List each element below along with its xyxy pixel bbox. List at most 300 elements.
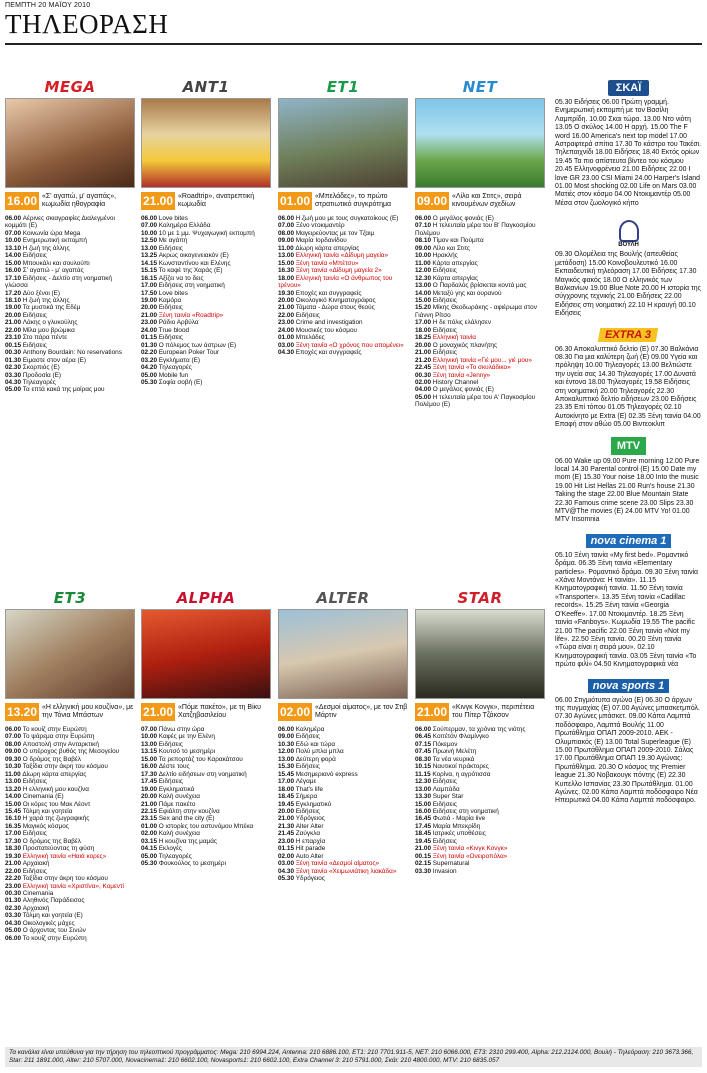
program-title: Ειδήσεις xyxy=(22,311,47,319)
program-title: Ο μοναχικός πλανήτης xyxy=(432,341,498,349)
featured-time: 21.00 xyxy=(417,705,448,719)
featured-description: «Σ' αγαπώ, μ' αγαπάς», κωμωδία ηθογραφία xyxy=(42,193,117,208)
program-time: 13.20 xyxy=(5,785,23,793)
program-time: 05.00 xyxy=(5,386,23,394)
program-title: Μεσημεριανό express xyxy=(295,770,358,778)
program-entry xyxy=(278,793,408,800)
program-title: Ο μεγάλος φονιάς (Ε) xyxy=(432,386,494,394)
program-title: Η ζωή της άλλης xyxy=(22,296,70,304)
program-time: 06.00 xyxy=(141,215,159,222)
program-entry xyxy=(5,386,135,393)
program-title: Εποχές και συγγραφείς xyxy=(295,349,362,357)
program-time: 05.00 xyxy=(141,371,159,379)
program-time: 15.30 xyxy=(278,763,296,771)
program-entry xyxy=(415,763,545,770)
program-title: Ειδήσεις xyxy=(22,341,47,349)
program-title: Ξένη ταινία «Το σκυλάδικο» xyxy=(432,364,511,372)
program-time: 13.00 xyxy=(141,740,159,748)
program-entry xyxy=(5,290,135,297)
program-time: 22.45 xyxy=(415,364,433,372)
program-entry xyxy=(5,230,135,237)
program-entry xyxy=(141,364,271,371)
program-entry xyxy=(5,245,135,252)
program-time: 17.45 xyxy=(141,778,159,786)
program-entry xyxy=(415,394,545,409)
program-title: Καλημέρα xyxy=(295,726,325,733)
program-entry xyxy=(141,334,271,341)
program-photo xyxy=(5,98,135,188)
schedule-skai: 05.30 Ειδήσεις 06.00 Πρώτη γραμμή. Ενημερωτική εκπομπή με τον Βασίλη Λαμπρίδη. 10.00 Σκαι τώρα. 13.00 Ντο νιότη 13.05 Ο σκύλος 14.00 Η αρχή. 15.00 The F word 16.00 America's next top model 17.00 Αστραφτερά σπίτια 17.30 Το κάστρο του Τακέσι. Τηλεπαιχνίδι 18.00 Ειδήσεις 18.40 Εκτός ορίων 19.45 Τα πιο απίστευτα βίντεο του κόσμου 20.45 Ελληνοφρένεια 21.00 Ειδήσεις 22.00 I love GR 23.00 CSI Miami 24.00 Harper's Island 01.00 Most shocking 02.00 Life on Mars 03.00 Ματιές στον κόσμο 04.00 Ντοκιμαντέρ 05.00 Μέσα στον ζωολογικό κήπο xyxy=(555,99,702,207)
program-title: Λαμπάδα xyxy=(432,785,460,793)
program-title: Ηρακλής xyxy=(432,252,458,260)
program-title: Τηλεαγορές xyxy=(22,378,56,386)
channel-logo: ET1 xyxy=(326,78,360,96)
program-time: 17.10 xyxy=(5,274,23,282)
program-entry xyxy=(141,778,271,785)
program-time: 15.00 xyxy=(415,296,433,304)
channel-column-alter xyxy=(278,583,408,1028)
program-title: Τηλεαγορές xyxy=(158,852,192,860)
program-title: Ο πόλεμος των άστρων (Ε) xyxy=(158,341,237,349)
program-entry xyxy=(415,334,545,341)
program-entry xyxy=(141,830,271,837)
program-title: Μαρία Ιορδανίδου xyxy=(295,237,347,245)
program-entry xyxy=(141,845,271,852)
program-time: 09.00 xyxy=(5,748,23,756)
program-entry xyxy=(415,778,545,785)
program-title: Ειδήσεις - Δελτίο στη νοηματική γλώσσα xyxy=(5,274,112,290)
program-entry xyxy=(5,319,135,326)
program-time: 19.00 xyxy=(141,296,159,304)
program-time: 21.45 xyxy=(278,830,296,838)
side-column xyxy=(555,72,702,1027)
featured-description: «Πόμε πακέτο», με τη Βίκυ Χατζηβασιλείου xyxy=(178,704,261,719)
program-title: Ειδήσεις xyxy=(295,733,320,741)
program-time: 05.00 xyxy=(5,927,23,935)
issue-date: ΠΕΜΠΤΗ 20 ΜΑΪΟΥ 2010 xyxy=(5,2,91,9)
program-time: 14.00 xyxy=(5,793,23,801)
program-entry xyxy=(141,297,271,304)
program-time: 12.30 xyxy=(415,778,433,786)
program-title: Δύο ξένοι (Ε) xyxy=(22,289,61,297)
program-time: 11.00 xyxy=(278,244,296,252)
parliament-logo-label: ΒΟΥΛΗ xyxy=(618,242,639,249)
program-time: 02.00 xyxy=(415,378,433,386)
program-title: Το ψάρεμα στην Ευρώπη xyxy=(22,733,95,741)
program-time: 21.00 xyxy=(278,304,296,312)
program-entry xyxy=(415,372,545,379)
program-time: 03.00 xyxy=(278,860,296,868)
program-title: Ειμαστε στον αέρα (Ε) xyxy=(22,356,87,364)
program-time: 18.00 xyxy=(278,274,296,282)
program-title: Κοινωνία ώρα Mega xyxy=(22,229,81,237)
program-time: 18.00 xyxy=(278,785,296,793)
program-title: Καλή συνέχεια xyxy=(158,830,200,838)
program-title: Ελληνική ταινία «Γιέ μου... γιέ μου» xyxy=(432,356,532,364)
program-title: Σ' αγαπώ - μ' αγαπάς xyxy=(22,267,84,275)
program-title: Ειδήσεις xyxy=(158,244,183,252)
program-time: 21.30 xyxy=(278,822,296,830)
program-entry xyxy=(415,252,545,259)
program-title: Το καφέ της Χαράς (Ε) xyxy=(158,267,223,275)
program-time: 08.30 xyxy=(415,755,433,763)
program-time: 18.30 xyxy=(5,845,23,853)
program-title: Στο πάρα πέντε xyxy=(22,334,68,342)
program-title: Ναυτικοί πράκτορες xyxy=(432,763,489,771)
program-entry xyxy=(5,823,135,830)
program-time: 03.30 xyxy=(5,912,23,920)
program-time: 13.00 xyxy=(278,755,296,763)
program-time: 18.45 xyxy=(278,793,296,801)
program-time: 16.30 xyxy=(278,267,296,275)
program-title: Ειδήσεις xyxy=(22,830,47,838)
program-title: Ακρως οικογενειακόν (Ε) xyxy=(158,252,229,260)
program-time: 07.00 xyxy=(5,733,23,741)
program-list xyxy=(415,215,545,409)
featured-description: «Η ελληνική μου κουζίνα», με την Τόνια Μπάστων xyxy=(42,704,134,719)
program-title: Οικολογικό Κινηματογράφος xyxy=(295,296,376,304)
program-title: Πρωινή Μελέτη xyxy=(432,748,477,756)
program-time: 10.00 xyxy=(141,733,159,741)
featured-description: «Δεσμοί αίματος», με τον Στιβ Μάρτιν xyxy=(315,704,408,719)
program-entry xyxy=(415,845,545,852)
program-time: 04.30 xyxy=(278,349,296,357)
program-time: 11.00 xyxy=(415,259,433,267)
program-entry xyxy=(278,252,408,259)
featured-time: 21.00 xyxy=(143,705,174,719)
program-entry xyxy=(415,304,545,319)
program-time: 09.30 xyxy=(5,755,23,763)
program-time: 06.00 xyxy=(5,726,23,733)
program-time: 01.30 xyxy=(5,897,23,905)
program-time: 14.00 xyxy=(415,289,433,297)
program-time: 17.00 xyxy=(278,778,296,786)
program-time: 14.15 xyxy=(141,259,159,267)
program-time: 14.00 xyxy=(5,252,23,260)
program-title: Πολύ μπλα μπλα xyxy=(295,748,344,756)
program-time: 10.00 xyxy=(141,229,159,237)
channel-column-mega xyxy=(5,72,135,584)
program-time: 23.00 xyxy=(278,319,296,327)
program-time: 15.00 xyxy=(278,259,296,267)
program-title: Ειδήσεις xyxy=(158,778,183,786)
program-title: Ειδήσεις xyxy=(432,778,457,786)
program-time: 09.00 xyxy=(278,733,296,741)
program-entry xyxy=(141,379,271,386)
program-title: Το κουίζ στην Ευρώπη xyxy=(22,726,87,733)
program-time: 21.00 xyxy=(141,800,159,808)
program-time: 07.00 xyxy=(5,229,23,237)
program-entry xyxy=(5,897,135,904)
program-entry xyxy=(278,304,408,311)
program-title: Μαγειρεύοντας με τον Τζαιμ xyxy=(295,229,375,237)
program-title: Κουτσό το μεσημέρι xyxy=(158,748,216,756)
footer-note: Τα κανάλια είναι υπεύθυνα για την τήρηση του τηλεοπτικού προγράμματος: Mega: 210 6994.224, Antenna: 210 6886.100, ET1: 210 7701.911-5, NET: 210 6066.000, ET3: 2310 299.400, Alpha: 212.2124.000, Βουλή - Τηλεόραση: 210 3673.366, Star: 211 1891.000, Alter: 210 5707.000, Novacinema1: 210 6602.100, Novasports1: 210 6602.100, Extra Channel 3: 210 5791.000, Σκάι: 210 4800.000, MTV: 210 6835.057 xyxy=(5,1047,702,1067)
program-time: 17.00 xyxy=(5,830,23,838)
program-title: Εφιάλτη στην κουζίνα xyxy=(158,807,220,815)
program-time: 08.00 xyxy=(5,740,23,748)
program-time: 15.15 xyxy=(141,267,159,275)
program-time: 20.00 xyxy=(415,341,433,349)
program-title: Καφές με την Ελένη xyxy=(158,733,215,741)
program-title: Τα μυστικά της Εδέμ xyxy=(22,304,81,312)
program-time: 13.00 xyxy=(415,785,433,793)
program-time: 18.45 xyxy=(415,830,433,838)
program-time: 05.30 xyxy=(141,860,159,868)
program-time: 17.20 xyxy=(5,289,23,297)
program-time: 06.00 xyxy=(278,726,296,733)
program-time: 22.00 xyxy=(278,311,296,319)
program-title: Ιατρικές υποθέσεις xyxy=(432,830,486,838)
program-title: Φουκούλος το μεσημέρι xyxy=(158,860,226,868)
program-time: 13.00 xyxy=(141,244,159,252)
program-title: Ειδήσεις xyxy=(432,837,457,845)
program-entry xyxy=(415,290,545,297)
program-entry xyxy=(5,868,135,875)
program-title: Ο υπέροχος βυθός της Μεσογείου xyxy=(22,748,120,756)
program-list xyxy=(5,726,135,942)
program-title: Ειδήσεις στη νοηματική xyxy=(432,807,499,815)
channel-logo: ALPHA xyxy=(176,589,236,607)
program-title: Λέγαμε xyxy=(295,778,317,786)
program-photo xyxy=(415,609,545,699)
program-time: 03.20 xyxy=(141,356,159,364)
program-time: 20.00 xyxy=(141,793,159,801)
program-time: 19.00 xyxy=(141,785,159,793)
program-entry xyxy=(5,845,135,852)
program-time: 17.00 xyxy=(141,282,159,290)
program-time: 15.00 xyxy=(141,755,159,763)
program-entry xyxy=(278,319,408,326)
program-time: 21.00 xyxy=(278,815,296,823)
program-title: Προδοσία (Ε) xyxy=(22,371,62,379)
program-entry xyxy=(278,845,408,852)
program-time: 01.00 xyxy=(141,822,159,830)
program-entry xyxy=(141,786,271,793)
program-entry xyxy=(415,860,545,867)
program-title: Ειδήσεις xyxy=(295,807,320,815)
program-title: Ειδήσεις xyxy=(295,311,320,319)
program-time: 08.10 xyxy=(415,237,433,245)
program-entry xyxy=(278,778,408,785)
program-title: Σήμερα xyxy=(295,793,318,801)
program-time: 10.00 xyxy=(5,237,23,245)
program-list xyxy=(415,726,545,875)
program-time: 02.20 xyxy=(141,349,159,357)
program-title: Σκορπιός (Ε) xyxy=(22,364,60,372)
program-title: Κάρτα απεργίας xyxy=(432,274,479,282)
program-time: 15.45 xyxy=(278,770,296,778)
program-time: 00.30 xyxy=(5,889,23,897)
program-entry xyxy=(278,763,408,770)
program-entry xyxy=(278,756,408,763)
program-entry xyxy=(141,815,271,822)
program-title: Κωνσταντίνου και Ελένης xyxy=(158,259,231,267)
program-time: 03.30 xyxy=(415,867,433,875)
program-title: Εγκληματικό xyxy=(295,800,332,808)
program-title: Δελτίο ειδήσεων στη νοηματική xyxy=(158,770,247,778)
program-entry xyxy=(415,868,545,875)
program-title: Ειδήσεις xyxy=(432,349,457,357)
program-time: 01.15 xyxy=(278,845,296,853)
program-title: Ελληνική ταινία «Δίδυμη μαγεία» xyxy=(295,252,389,260)
program-title: Ειδήσεις xyxy=(432,296,457,304)
program-entry xyxy=(278,838,408,845)
program-time: 04.30 xyxy=(5,919,23,927)
program-time: 18.10 xyxy=(5,296,23,304)
program-time: 05.00 xyxy=(415,393,433,401)
program-title: Εγκλήματα (Ε) xyxy=(158,356,200,364)
program-entry xyxy=(141,771,271,778)
program-title: Η ζωή μου με τους συγκατοίκους (Ε) xyxy=(295,215,399,222)
program-title: Δεύτερη φορά xyxy=(295,755,336,763)
program-title: Αρχαιακή xyxy=(22,904,50,912)
program-title: Αρχαιακή xyxy=(22,860,50,868)
program-time: 00.15 xyxy=(5,341,23,349)
program-entry xyxy=(415,267,545,274)
program-time: 19.45 xyxy=(278,800,296,808)
program-title: Κάρτα απεργίας xyxy=(432,259,478,267)
program-title: Μαρία Μπεκρίδη xyxy=(432,822,481,830)
program-list xyxy=(141,726,271,868)
program-title: Ο Παρδαλός βρίσκεται κοντά μας xyxy=(432,282,527,290)
program-entry xyxy=(415,830,545,837)
program-time: 12.00 xyxy=(415,267,433,275)
program-entry xyxy=(141,793,271,800)
program-time: 02.00 xyxy=(141,830,159,838)
program-entry xyxy=(415,853,545,860)
program-time: 04.30 xyxy=(278,867,296,875)
program-entry xyxy=(415,245,545,252)
program-title: Cinemania (Ε) xyxy=(22,793,64,801)
program-title: Αποστολή στην Ανταρκτική xyxy=(22,740,99,748)
program-time: 22.20 xyxy=(5,875,23,883)
program-time: 04.00 xyxy=(415,386,433,394)
program-entry xyxy=(415,319,545,326)
program-title: Ειδήσεις xyxy=(432,326,457,334)
program-time: 06.00 xyxy=(5,934,23,942)
program-title: Τάματα - Δώρα στους θεούς xyxy=(295,304,375,312)
program-title: Φωτιά - Μαρία live xyxy=(432,815,486,823)
program-entry xyxy=(141,763,271,770)
program-title: Αληθινός Παράδεισος xyxy=(22,897,85,905)
featured-time: 02.00 xyxy=(280,705,311,719)
program-time: 15.20 xyxy=(415,304,433,312)
program-title: Μπουκάλι και σουλούπι xyxy=(22,259,90,267)
program-title: Τα νέα νευρικά xyxy=(432,755,475,763)
program-title: Δέστε τους xyxy=(158,763,190,771)
program-title: Ειδήσεις xyxy=(22,867,47,875)
program-time: 11.15 xyxy=(415,770,433,778)
program-title: Κορίνα, η αγρότισσα xyxy=(432,770,491,778)
schedule-novacinema: 05.10 Ξένη ταινία «My first bed». Ρομαντικό δράμα. 06.35 Ξένη ταινία «Elementary particles». Ρομαντικό δράμα. 09.30 Ξένη ταινία «Χάνα Μοντάνα: Η ταινία». 11.15 Κινηματογραφική ταινία. 11.50 Ξένη ταινία «Transporter». 13.35 Ξένη ταινία «Cadillac records». 15.25 Ξένη ταινία «Georgia O'Keeffe». 17.00 Ντοκιμαντέρ. 18.25 Ξένη ταινία «Fanboys». Κωμωδία 19.55 The pacific 21.00 The pacific 22.00 Ξένη ταινία «Not my life». 22.50 Ξένη ταινία. 00.20 Ξένη ταινία «Τώρα είναι η σειρά μου». 02.10 Κινηματογραφική ταινία. 03.05 Ξένη ταινία «Το πρώτο φιλί» 04.50 Κινηματογραφικά νέα xyxy=(555,551,699,669)
program-title: Ειδήσεις xyxy=(22,252,47,260)
program-time: 21.20 xyxy=(415,356,433,364)
program-time: 13.00 xyxy=(5,778,23,786)
novacinema-logo: nova cinema 1 xyxy=(586,534,672,548)
program-time: 09.00 xyxy=(278,237,296,245)
program-entry xyxy=(5,733,135,740)
program-time: 20.00 xyxy=(141,304,159,312)
program-title: Ταξίδια στην άκρη του κόσμου xyxy=(22,875,108,883)
program-entry xyxy=(415,275,545,282)
program-time: 15.00 xyxy=(415,800,433,808)
program-title: Τόλμη και γοητεία (Ε) xyxy=(22,912,83,920)
program-entry xyxy=(141,860,271,867)
program-title: Καλή συνέχεια xyxy=(158,793,200,801)
program-title: Ειδήσεις xyxy=(432,800,457,808)
program-title: Ξένο ντοκιμαντέρ xyxy=(295,222,345,230)
program-time: 20.00 xyxy=(278,296,296,304)
program-photo xyxy=(141,98,271,188)
featured-time: 13.20 xyxy=(7,705,38,719)
program-title: Love bites xyxy=(158,289,188,297)
program-entry xyxy=(278,868,408,875)
program-photo xyxy=(278,609,408,699)
program-time: 03.30 xyxy=(5,371,23,379)
program-title: Υδρόγειος xyxy=(295,815,325,823)
program-time: 04.30 xyxy=(5,378,23,386)
program-entry xyxy=(5,357,135,364)
program-time: 10.30 xyxy=(5,763,23,771)
program-title: Το κουίζ στην Ευρώπη xyxy=(22,934,87,942)
featured-description: «Roadtrip», ανατρεπτική κωμωδία xyxy=(178,193,255,208)
program-title: Ο δρόμος της Βαβέλ xyxy=(22,837,81,845)
program-title: Λίλο και Στιτς xyxy=(432,244,471,252)
program-time: 19.30 xyxy=(5,852,23,860)
program-entry xyxy=(278,312,408,319)
program-time: 17.50 xyxy=(141,289,159,297)
program-entry xyxy=(278,830,408,837)
program-entry xyxy=(141,357,271,364)
program-time: 13.00 xyxy=(278,252,296,260)
channel-column-alpha xyxy=(141,583,271,1028)
program-time: 07.00 xyxy=(278,222,296,230)
program-title: Τηλεαγορές xyxy=(158,364,192,372)
program-time: 22.00 xyxy=(5,867,23,875)
program-title: Ελληνική ταινία xyxy=(432,334,476,342)
program-time: 06.00 xyxy=(278,215,296,222)
channel-logo: ANT1 xyxy=(182,78,230,96)
program-entry xyxy=(141,748,271,755)
program-entry xyxy=(5,830,135,837)
program-time: 06.00 xyxy=(5,215,23,222)
program-time: 02.15 xyxy=(415,860,433,868)
program-title: Τα επτά κακά της μοίρας μου xyxy=(22,386,105,394)
program-title: Ειδήσεις στη νοηματική xyxy=(158,282,225,290)
schedule-extra3: 06.30 Αποκαλυπτικό δελτίο (Ε) 07.30 Βαλκάνια 08.30 Για μια καλύτερη ζωή (Ε) 09.00 Υγεία και πρόληψη 10.00 Τηλεαγορές 13.00 Βελτιώστε την υγεία σας 14.30 Τηλεαγορές 17.00 Δυνατά και έντονα 18.00 Τηλεαγορές 19.58 Ειδήσεις στη νοηματική 20.00 Τηλεαγορές 22.30 Αποκαλυπτικό δελτίο ειδήσεων 23.00 Ειδήσεις 23.35 Επί τόπου 01.05 Τηλεαγορές 02.10 Αυτοκίνητο με Extra (Ε) 02.35 Ξένη ταινία 04.00 Επαφή στον αθώο 05.00 Βιντεοκλιπ xyxy=(555,345,701,429)
program-time: 05.30 xyxy=(278,875,296,883)
program-title: Μεταξύ γης και ουρανού xyxy=(432,289,502,297)
program-entry xyxy=(278,267,408,274)
program-time: 03.00 xyxy=(278,341,296,349)
program-entry xyxy=(415,260,545,267)
program-title: Η τελευταία μέρα του Β' Παγκοσμίου Πολέμου xyxy=(415,222,536,237)
title-rule xyxy=(5,43,702,45)
program-time: 19.45 xyxy=(415,837,433,845)
program-time: 21.00 xyxy=(5,319,23,327)
program-title: Ειδήσεις xyxy=(158,334,183,342)
program-title: Τα ρεπορτάζ του Καρακάτσου xyxy=(158,755,243,763)
program-title: Με αγάπη xyxy=(158,237,188,245)
program-title: Supernatural xyxy=(432,860,470,868)
program-entry xyxy=(5,334,135,341)
program-title: Εκλογές xyxy=(158,845,183,853)
program-title: Μίκης Θεοδωράκης - αφιέρωμα στον Γιάννη Ρίτσο xyxy=(415,304,537,319)
program-title: History Channel xyxy=(432,378,479,386)
program-title: Hit parade xyxy=(295,845,326,853)
featured-time: 01.00 xyxy=(280,194,311,208)
